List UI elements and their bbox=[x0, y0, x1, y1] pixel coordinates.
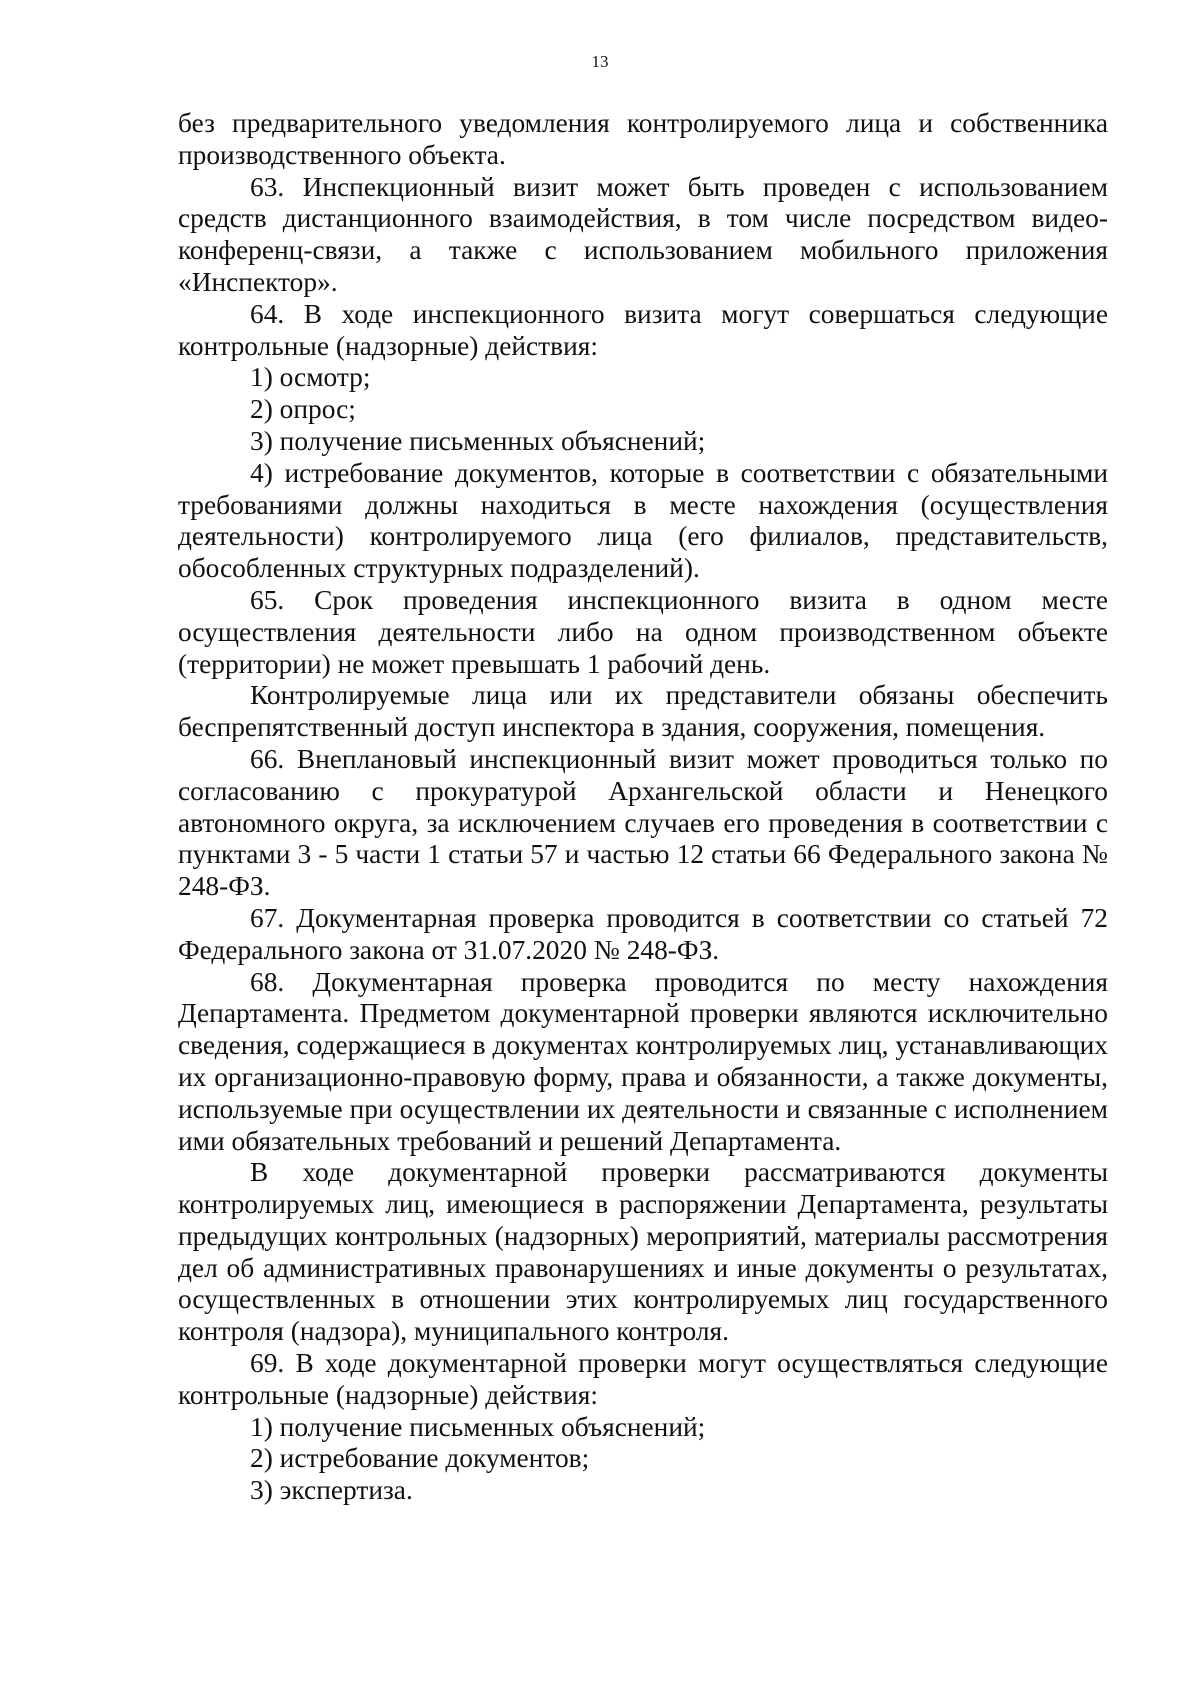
paragraph-64: 64. В ходе инспекционного визита могут совершаться следующие контрольные (надзорные) действия: bbox=[178, 298, 1108, 361]
paragraph-68-review: В ходе документарной проверки рассматриваются документы контролируемых лиц, имеющиеся в распоряжении Департамента, результаты предыдущих контрольных (надзорных) мероприятий, материалы рассмотрения дел об административных правонарушениях и иные документы о результатах, осуществленных в отношении этих контролируемых лиц государственного контроля (надзора), муниципального контроля. bbox=[178, 1157, 1108, 1347]
paragraph-69: 69. В ходе документарной проверки могут осуществляться следующие контрольные (надзорные) действия: bbox=[178, 1348, 1108, 1410]
page-number: 13 bbox=[591, 52, 609, 71]
list-item-64-2: 2) опрос; bbox=[250, 394, 356, 425]
paragraph-continuation: без предварительного уведомления контролируемого лица и собственника производственного объекта. bbox=[178, 108, 1108, 170]
paragraph-65-access: Контролируемые лица или их представители обязаны обеспечить беспрепятственный доступ инспектора в здания, сооружения, помещения. bbox=[178, 680, 1108, 743]
paragraph-68: 68. Документарная проверка проводится по месту нахождения Департамента. Предметом документарной проверки являются исключительно сведения, содержащиеся в документах контролируемых лиц, устанавливающих их организационно-правовую форму, права и обязанности, а также документы, используемые при осуществлении их деятельности и связанные с исполнением ими обязательных требований и решений Департамента. bbox=[178, 966, 1108, 1156]
paragraph-66: 66. Внеплановый инспекционный визит может проводиться только по согласованию с прокуратурой Архангельской области и Ненецкого автономного округа, за исключением случаев его проведения в соответствии с пунктами 3 - 5 части 1 статьи 57 и частью 12 статьи 66 Федерального закона № 248-ФЗ. bbox=[178, 743, 1108, 902]
list-item-69-2: 2) истребование документов; bbox=[250, 1443, 590, 1474]
paragraph-63: 63. Инспекционный визит может быть проведен с использованием средств дистанционного взаимодействия, в том числе посредством видео-конференц-связи, а также с использованием мобильного приложения «Инспектор». bbox=[178, 171, 1108, 297]
list-item-64-4: 4) истребование документов, которые в соответствии с обязательными требованиями должны находиться в месте нахождения (осуществления деятельности) контролируемого лица (его филиалов, представительств, обособленных структурных подразделений). bbox=[178, 457, 1108, 584]
list-item-64-1: 1) осмотр; bbox=[250, 362, 371, 393]
paragraph-67: 67. Документарная проверка проводится в соответствии со статьей 72 Федерального закона от 31.07.2020 № 248-ФЗ. bbox=[178, 902, 1108, 965]
paragraph-65: 65. Срок проведения инспекционного визита в одном месте осуществления деятельности либо на одном производственном объекте (территории) не может превышать 1 рабочий день. bbox=[178, 584, 1108, 679]
list-item-69-1: 1) получение письменных объяснений; bbox=[250, 1411, 706, 1442]
list-item-69-3: 3) экспертиза. bbox=[250, 1475, 413, 1506]
document-body bbox=[178, 108, 1108, 1507]
list-item-64-3: 3) получение письменных объяснений; bbox=[250, 425, 706, 456]
